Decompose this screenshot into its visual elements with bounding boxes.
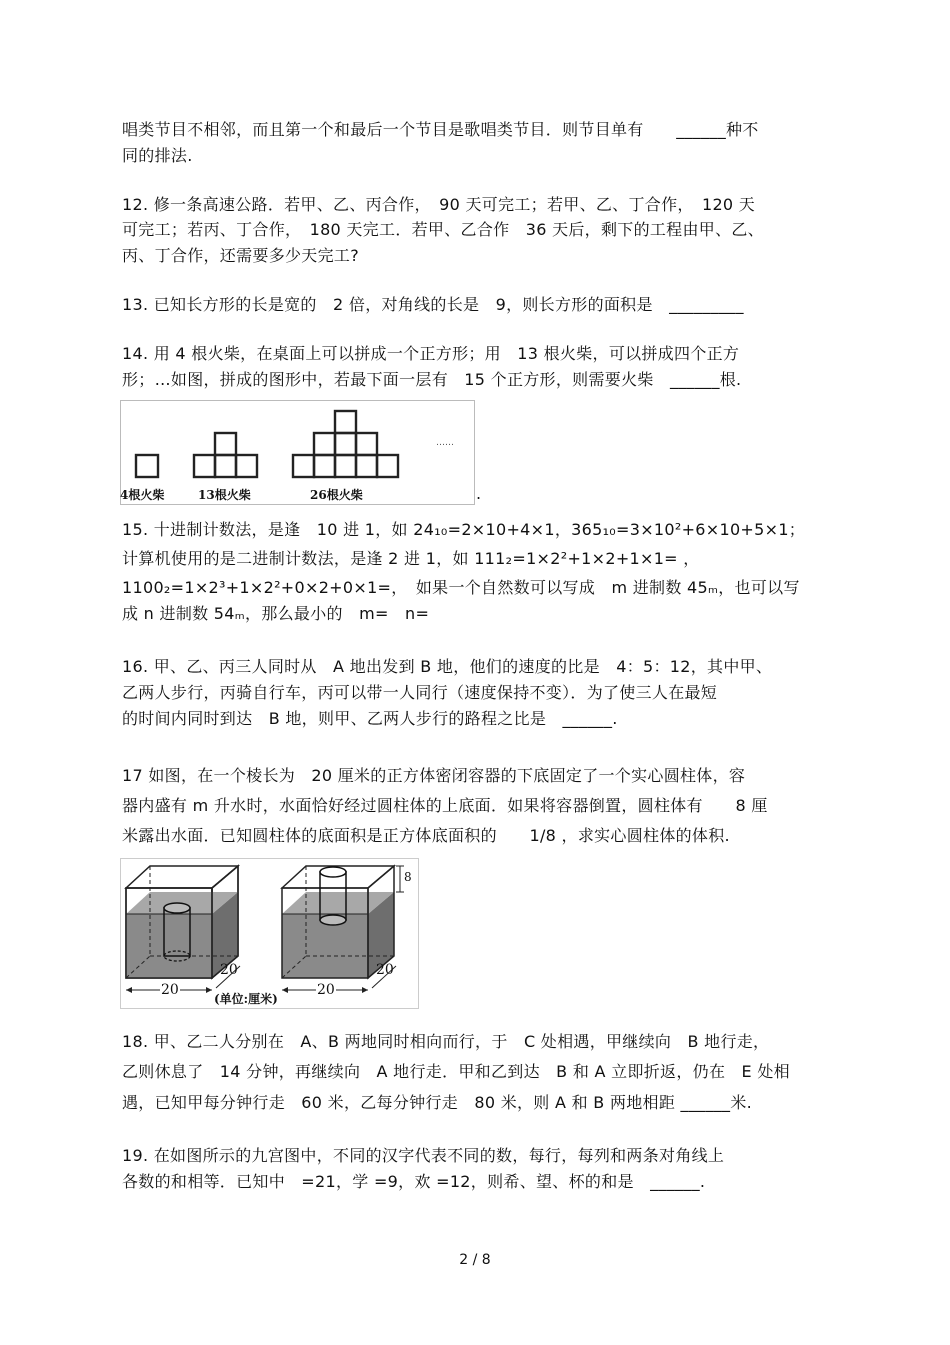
text-line: 17 如图，在一个棱长为 20 厘米的正方体密闭容器的下底固定了一个实心圆柱体，容 — [122, 766, 746, 785]
text-line: 16. 甲、乙、丙三人同时从 A 地出发到 B 地，他们的速度的比是 4：5：12，其中甲、 — [122, 657, 773, 676]
text-line: 1100₂=1×2³+1×2²+0×2+0×1=， 如果一个自然数可以写成 m 进制数 45ₘ，也可以写 — [122, 578, 800, 597]
text-line: 乙两人步行，丙骑自行车，丙可以带一人同行（速度保持不变）．为了使三人在最短 — [122, 683, 718, 702]
dim-right-bottom: 20 — [317, 982, 335, 998]
text-line: 丙、丁合作，还需要多少天完工? — [122, 246, 359, 265]
text-line: 器内盛有 m 升水时，水面恰好经过圆柱体的上底面．如果将容器倒置，圆柱体有 8 厘 — [122, 796, 768, 815]
label-13: 13根火柴 — [198, 488, 251, 502]
text-line: 各数的和相等．已知中 =21，学 =9，欢 =12，则希、望、杯的和是 ______. — [122, 1172, 706, 1191]
dim-left-bottom: 20 — [161, 982, 179, 998]
ellipsis-mark: …… — [436, 438, 454, 448]
trailing-dot: . — [476, 484, 482, 503]
text-line: 19. 在如图所示的九宫图中，不同的汉字代表不同的数，每行，每列和两条对角线上 — [122, 1146, 725, 1165]
text-line: 形；…如图，拼成的图形中，若最下面一层有 15 个正方形，则需要火柴 ______根. — [122, 370, 742, 389]
text-line: 14. 用 4 根火柴，在桌面上可以拼成一个正方形；用 13 根火柴，可以拼成四个正方 — [122, 344, 740, 363]
page-number: 2 / 8 — [459, 1252, 491, 1268]
dim-right-top: 8 — [404, 870, 412, 884]
dim-left-side: 20 — [220, 962, 238, 978]
matchstick-figure — [120, 400, 490, 506]
text-line: 成 n 进制数 54ₘ，那么最小的 m= n= — [122, 604, 430, 623]
label-26: 26根火柴 — [310, 488, 363, 502]
text-line: 唱类节目不相邻，而且第一个和最后一个节目是歌唱类节目．则节目单有 ______种不 — [122, 120, 759, 139]
text-line: 乙则休息了 14 分钟，再继续向 A 地行走．甲和乙到达 B 和 A 立即折返，仍在 E 处相 — [122, 1062, 790, 1081]
text-line: 可完工；若丙、丁合作， 180 天完工．若甲、乙合作 36 天后，剩下的工程由甲、乙、 — [122, 220, 764, 239]
text-line: 的时间内同时到达 B 地，则甲、乙两人步行的路程之比是 ______. — [122, 709, 618, 728]
text-line: 12. 修一条高速公路．若甲、乙、丙合作， 90 天可完工；若甲、乙、丁合作， 120 天 — [122, 195, 756, 214]
label-4: 4根火柴 — [120, 488, 165, 502]
text-line: 同的排法. — [122, 146, 193, 165]
dim-right-side: 20 — [376, 962, 394, 978]
text-line: 18. 甲、乙二人分别在 A、B 两地同时相向而行，于 C 处相遇，甲继续向 B 地行走， — [122, 1032, 770, 1051]
text-line: 15. 十进制计数法，是逢 10 进 1，如 24₁₀=2×10+4×1，365₁₀=3×10²+6×10+5×1； — [122, 520, 806, 539]
cube-container-figure — [120, 858, 420, 1010]
text-line: 米露出水面．已知圆柱体的底面积是正方体底面积的 1/8 ，求实心圆柱体的体积. — [122, 826, 730, 845]
text-line: 13. 已知长方形的长是宽的 2 倍，对角线的长是 9，则长方形的面积是 _________ — [122, 295, 744, 314]
unit-note: (单位:厘米) — [214, 992, 278, 1006]
text-line: 计算机使用的是二进制计数法，是逢 2 进 1，如 111₂=1×2²+1×2+1×1= ， — [122, 549, 700, 568]
text-line: 遇，已知甲每分钟行走 60 米，乙每分钟行走 80 米，则 A 和 B 两地相距 ______米. — [122, 1093, 753, 1112]
